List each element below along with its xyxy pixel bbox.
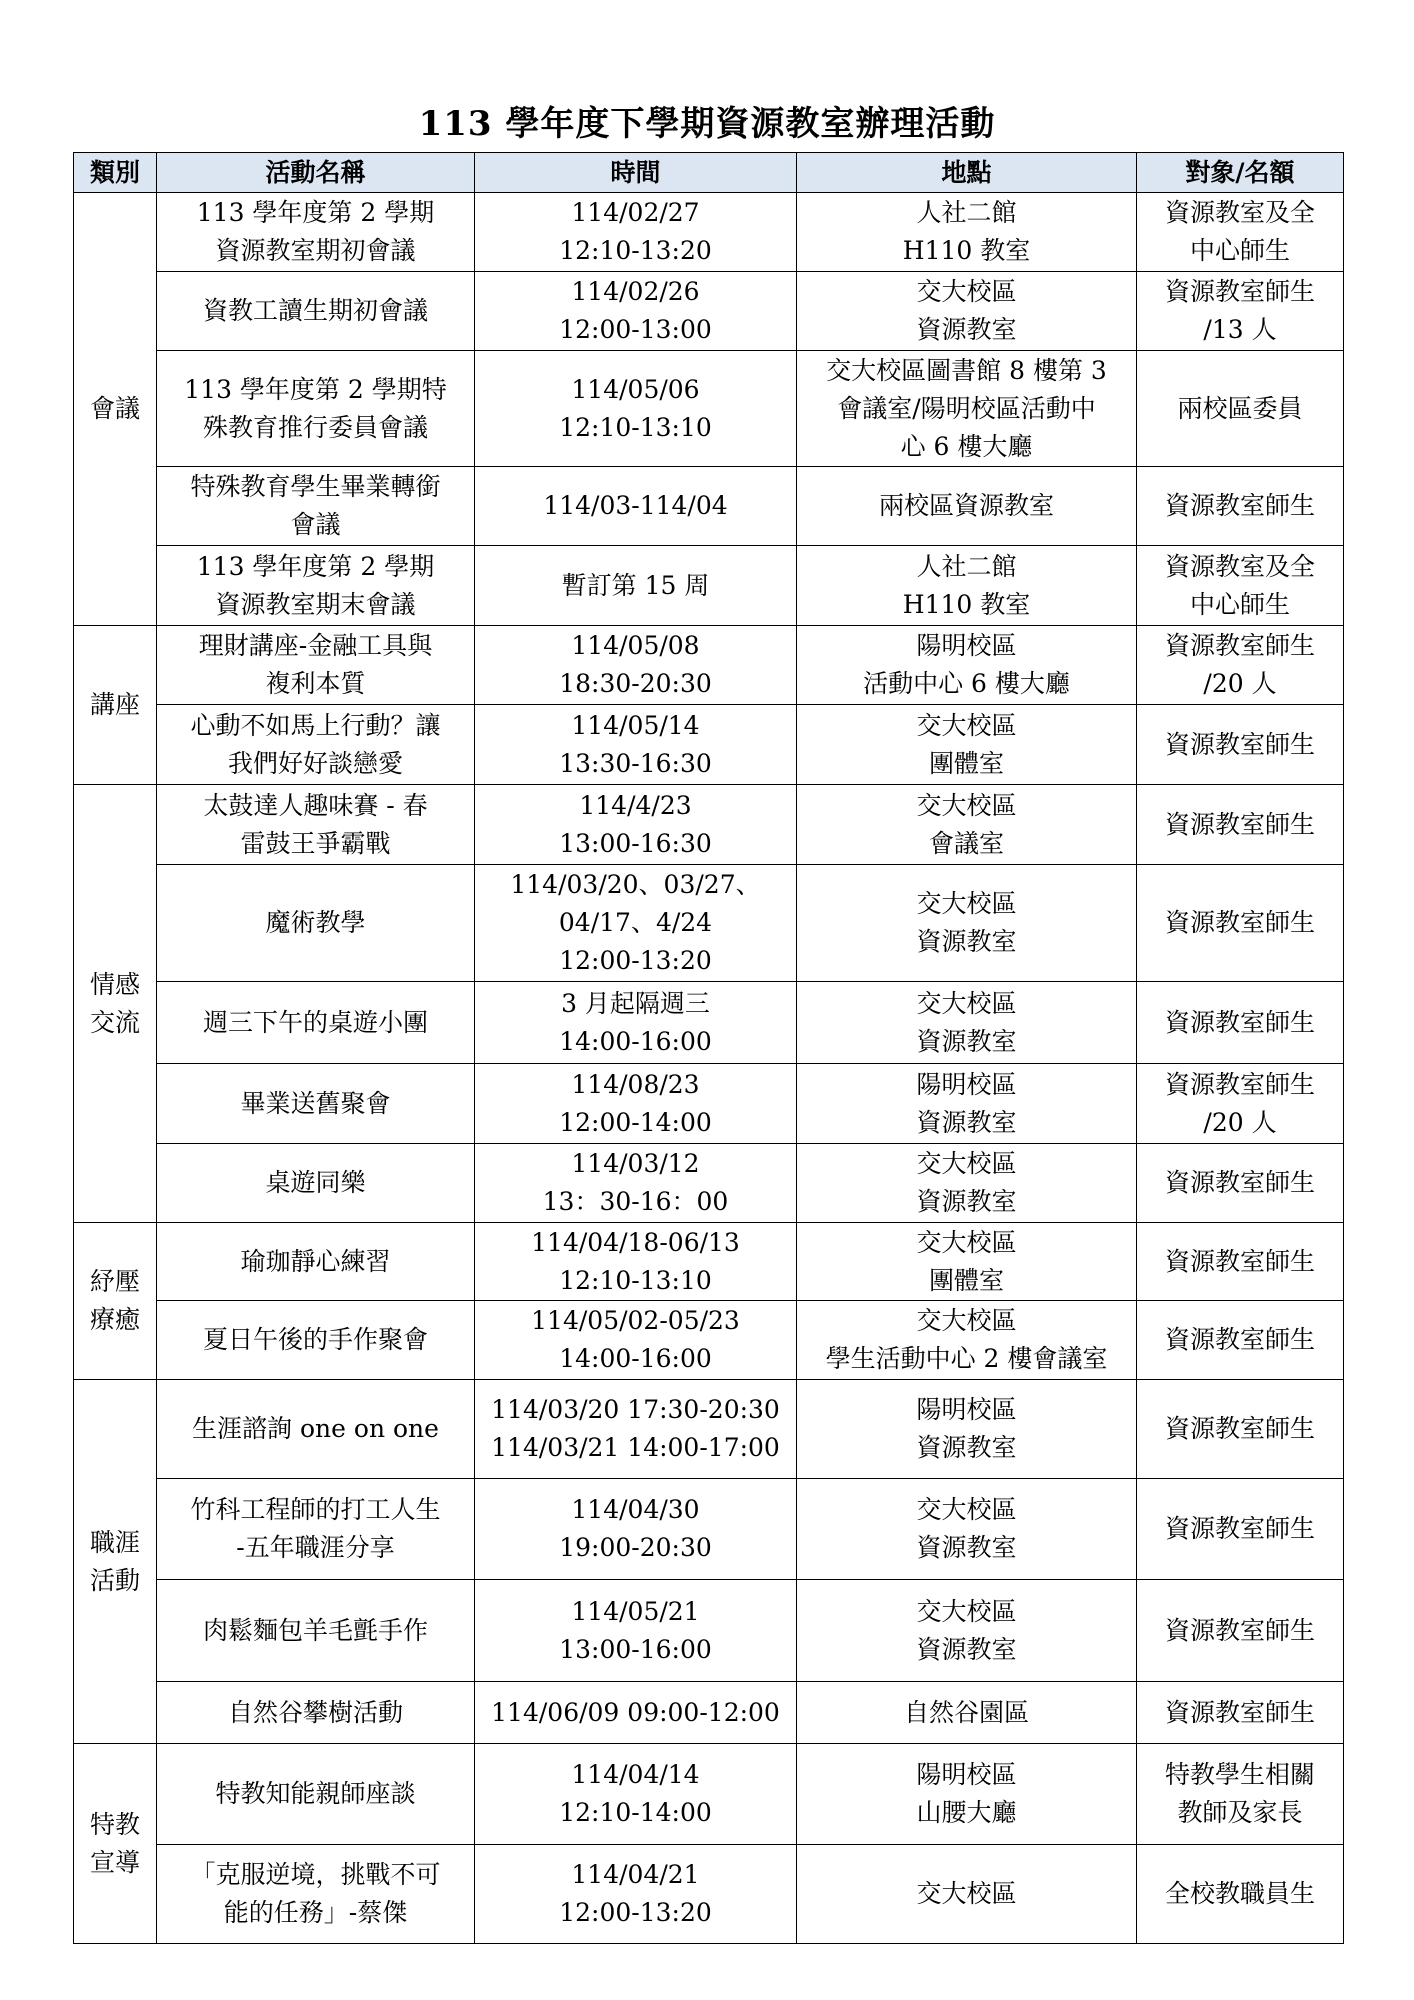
place-cell: 交大校區圖書館 8 樓第 3 會議室/陽明校區活動中 心 6 樓大廳 — [797, 351, 1137, 467]
activity-name-cell: 畢業送舊聚會 — [157, 1064, 475, 1144]
table-row — [74, 982, 1344, 1064]
time-cell: 114/03-114/04 — [475, 467, 797, 546]
place-cell: 陽明校區 活動中心 6 樓大廳 — [797, 626, 1137, 705]
target-cell: 資源教室師生 /13 人 — [1137, 272, 1344, 351]
target-cell: 資源教室及全 中心師生 — [1137, 193, 1344, 272]
activity-name-cell: 桌遊同樂 — [157, 1144, 475, 1223]
activity-name-cell: 理財講座-金融工具與 複利本質 — [157, 626, 475, 705]
category-cell: 職涯 活動 — [74, 1380, 157, 1744]
time-cell: 暫訂第 15 周 — [475, 546, 797, 626]
activity-name-cell: 週三下午的桌遊小團 — [157, 982, 475, 1064]
activity-name-cell: 特教知能親師座談 — [157, 1744, 475, 1845]
target-cell: 資源教室師生 /20 人 — [1137, 626, 1344, 705]
target-cell: 資源教室師生 — [1137, 705, 1344, 785]
target-cell: 兩校區委員 — [1137, 351, 1344, 467]
place-cell: 交大校區 — [797, 1845, 1137, 1944]
place-cell: 交大校區 資源教室 — [797, 1580, 1137, 1682]
page-title: 113 學年度下學期資源教室辦理活動 — [418, 104, 996, 144]
header-time: 時間 — [475, 153, 797, 193]
place-cell: 陽明校區 資源教室 — [797, 1380, 1137, 1479]
activity-name-cell: 生涯諮詢 one on one — [157, 1380, 475, 1479]
place-cell: 兩校區資源教室 — [797, 467, 1137, 546]
place-cell: 交大校區 資源教室 — [797, 865, 1137, 982]
table-row — [74, 1744, 1344, 1845]
target-cell: 資源教室師生 — [1137, 467, 1344, 546]
table-row — [74, 1845, 1344, 1944]
table-row — [74, 785, 1344, 865]
table-row — [74, 1580, 1344, 1682]
target-cell: 資源教室師生 /20 人 — [1137, 1064, 1344, 1144]
category-cell: 會議 — [74, 193, 157, 626]
place-cell: 交大校區 會議室 — [797, 785, 1137, 865]
time-cell: 114/05/08 18:30-20:30 — [475, 626, 797, 705]
header-category: 類別 — [74, 153, 157, 193]
target-cell: 全校教職員生 — [1137, 1845, 1344, 1944]
place-cell: 人社二館 H110 教室 — [797, 193, 1137, 272]
activity-name-cell: 夏日午後的手作聚會 — [157, 1301, 475, 1380]
target-cell: 資源教室師生 — [1137, 1301, 1344, 1380]
activity-name-cell: 太鼓達人趣味賽 - 春 雷鼓王爭霸戰 — [157, 785, 475, 865]
time-cell: 114/03/12 13：30-16：00 — [475, 1144, 797, 1223]
target-cell: 資源教室師生 — [1137, 1223, 1344, 1301]
place-cell: 交大校區 資源教室 — [797, 272, 1137, 351]
time-cell: 114/03/20 17:30-20:30 114/03/21 14:00-17:00 — [475, 1380, 797, 1479]
activity-name-cell: 113 學年度第 2 學期 資源教室期初會議 — [157, 193, 475, 272]
activity-name-cell: 肉鬆麵包羊毛氈手作 — [157, 1580, 475, 1682]
header-activity-name: 活動名稱 — [157, 153, 475, 193]
table-row — [74, 626, 1344, 705]
table-row — [74, 1682, 1344, 1744]
category-cell: 特教 宣導 — [74, 1744, 157, 1944]
time-cell: 114/06/09 09:00-12:00 — [475, 1682, 797, 1744]
category-cell: 講座 — [74, 626, 157, 785]
table-row — [74, 546, 1344, 626]
place-cell: 交大校區 資源教室 — [797, 1479, 1137, 1580]
time-cell: 114/04/18-06/13 12:10-13:10 — [475, 1223, 797, 1301]
table-row — [74, 193, 1344, 272]
target-cell: 資源教室師生 — [1137, 1682, 1344, 1744]
place-cell: 交大校區 資源教室 — [797, 982, 1137, 1064]
activity-name-cell: 資教工讀生期初會議 — [157, 272, 475, 351]
target-cell: 資源教室師生 — [1137, 1380, 1344, 1479]
target-cell: 資源教室師生 — [1137, 982, 1344, 1064]
activity-name-cell: 113 學年度第 2 學期特 殊教育推行委員會議 — [157, 351, 475, 467]
target-cell: 資源教室師生 — [1137, 785, 1344, 865]
time-cell: 114/02/27 12:10-13:20 — [475, 193, 797, 272]
table-row — [74, 1144, 1344, 1223]
activity-name-cell: 心動不如馬上行動？讓 我們好好談戀愛 — [157, 705, 475, 785]
time-cell: 114/04/21 12:00-13:20 — [475, 1845, 797, 1944]
table-row — [74, 705, 1344, 785]
time-cell: 3 月起隔週三 14:00-16:00 — [475, 982, 797, 1064]
target-cell: 特教學生相關 教師及家長 — [1137, 1744, 1344, 1845]
place-cell: 交大校區 團體室 — [797, 705, 1137, 785]
activity-name-cell: 竹科工程師的打工人生 -五年職涯分享 — [157, 1479, 475, 1580]
target-cell: 資源教室師生 — [1137, 1580, 1344, 1682]
time-cell: 114/05/14 13:30-16:30 — [475, 705, 797, 785]
category-cell: 紓壓 療癒 — [74, 1223, 157, 1380]
place-cell: 人社二館 H110 教室 — [797, 546, 1137, 626]
table-row — [74, 1223, 1344, 1301]
table-row — [74, 272, 1344, 351]
time-cell: 114/05/21 13:00-16:00 — [475, 1580, 797, 1682]
table-row — [74, 865, 1344, 982]
activity-name-cell: 113 學年度第 2 學期 資源教室期末會議 — [157, 546, 475, 626]
table-row — [74, 467, 1344, 546]
target-cell: 資源教室師生 — [1137, 1144, 1344, 1223]
table-row — [74, 351, 1344, 467]
table-row — [74, 1380, 1344, 1479]
place-cell: 自然谷園區 — [797, 1682, 1137, 1744]
activity-name-cell: 自然谷攀樹活動 — [157, 1682, 475, 1744]
place-cell: 陽明校區 資源教室 — [797, 1064, 1137, 1144]
time-cell: 114/08/23 12:00-14:00 — [475, 1064, 797, 1144]
table-row — [74, 1479, 1344, 1580]
target-cell: 資源教室及全 中心師生 — [1137, 546, 1344, 626]
activity-table — [73, 152, 1344, 1944]
header-place: 地點 — [797, 153, 1137, 193]
time-cell: 114/02/26 12:00-13:00 — [475, 272, 797, 351]
table-row — [74, 1301, 1344, 1380]
time-cell: 114/03/20、03/27、 04/17、4/24 12:00-13:20 — [475, 865, 797, 982]
activity-name-cell: 特殊教育學生畢業轉銜 會議 — [157, 467, 475, 546]
category-cell: 情感 交流 — [74, 785, 157, 1223]
place-cell: 交大校區 團體室 — [797, 1223, 1137, 1301]
activity-name-cell: 魔術教學 — [157, 865, 475, 982]
place-cell: 交大校區 資源教室 — [797, 1144, 1137, 1223]
activity-name-cell: 瑜珈靜心練習 — [157, 1223, 475, 1301]
time-cell: 114/04/14 12:10-14:00 — [475, 1744, 797, 1845]
time-cell: 114/4/23 13:00-16:30 — [475, 785, 797, 865]
place-cell: 交大校區 學生活動中心 2 樓會議室 — [797, 1301, 1137, 1380]
time-cell: 114/04/30 19:00-20:30 — [475, 1479, 797, 1580]
table-header-row — [74, 153, 1344, 193]
target-cell: 資源教室師生 — [1137, 865, 1344, 982]
activity-name-cell: 「克服逆境，挑戰不可 能的任務」-蔡傑 — [157, 1845, 475, 1944]
time-cell: 114/05/06 12:10-13:10 — [475, 351, 797, 467]
header-target: 對象/名額 — [1137, 153, 1344, 193]
target-cell: 資源教室師生 — [1137, 1479, 1344, 1580]
table-row — [74, 1064, 1344, 1144]
place-cell: 陽明校區 山腰大廳 — [797, 1744, 1137, 1845]
time-cell: 114/05/02-05/23 14:00-16:00 — [475, 1301, 797, 1380]
